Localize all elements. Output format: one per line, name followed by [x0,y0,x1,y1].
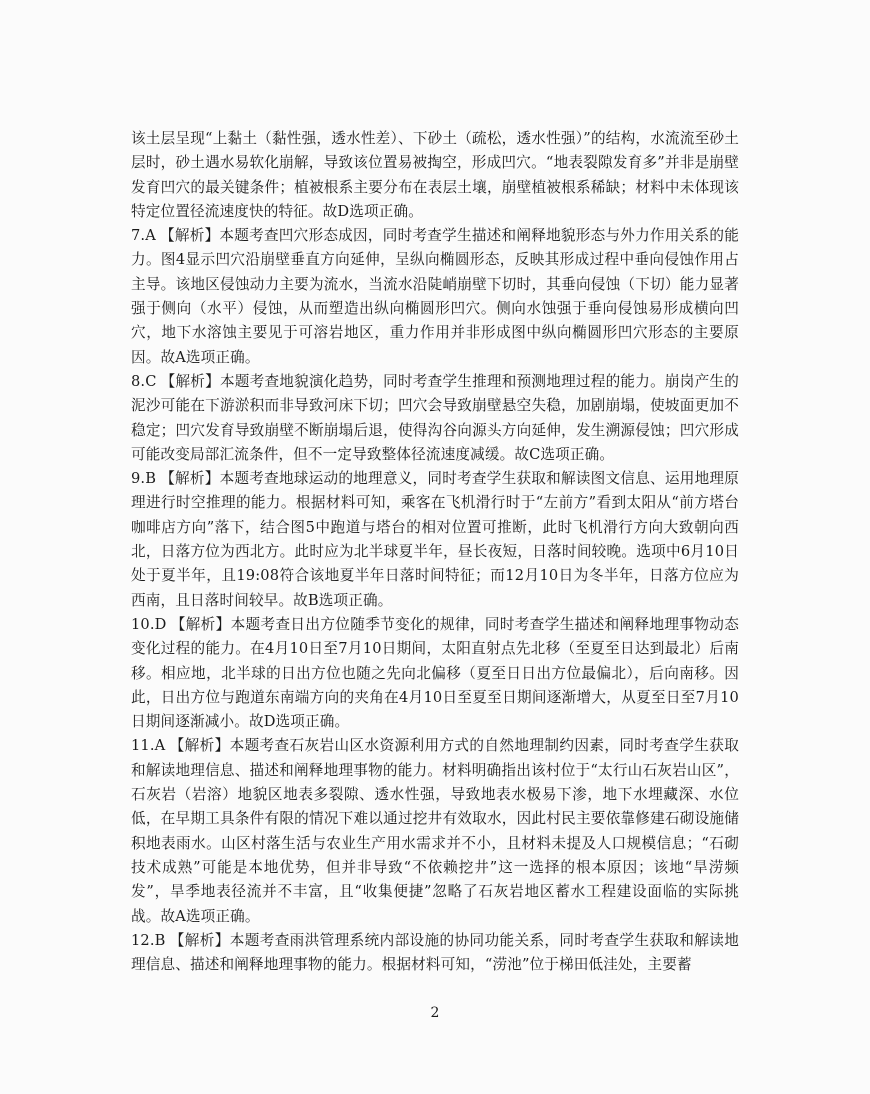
answer-number: 11.A [131,737,166,755]
answer-paragraph-7 [131,224,739,370]
answer-paragraph-11 [131,734,739,928]
answer-paragraph-10 [131,613,739,734]
answer-text: 本题考查日出方位随季节变化的规律，同时考查学生描述和阐释地理事物动态变化过程的能力。在4月10日至7月10日期间，太阳直射点先北移（至夏至日达到最北）后南移。相应地，北半球的日出方位也随之先向北偏移（夏至日日出方位最偏北），后向南移。因此，日出方位与跑道东南端方向的夹角在4月10日至夏至日期间逐渐增大，从夏至日至7月10日期间逐渐减小。故D选项正确。 [131,615,739,731]
analysis-tag: 【解析】 [169,737,230,755]
answer-paragraph-8 [131,370,739,467]
answer-paragraph-12 [131,929,739,978]
continuation-paragraph: 该土层呈现“上黏土（黏性强，透水性差）、下砂土（疏松，透水性强）”的结构，水流流至砂土层时，砂土遇水易软化崩解，导致该位置易被掏空，形成凹穴。“地表裂隙发育多”并非是崩壁发育凹穴的最关键条件；植被根系主要分布在表层土壤，崩壁植被根系稀缺；材料中未体现该特定位置径流速度快的特征。故D选项正确。 [131,130,739,220]
answer-text: 本题考查地貌演化趋势，同时考查学生推理和预测地理过程的能力。崩岗产生的泥沙可能在下游淤积而非导致河床下切；凹穴会导致崩壁悬空失稳，加剧崩塌，使坡面更加不稳定；凹穴发育导致崩壁不断崩塌后退，使得沟谷向源头方向延伸，发生溯源侵蚀；凹穴形成可能改变局部汇流条件，但不一定导致整体径流速度减缓。故C选项正确。 [131,372,739,463]
analysis-tag: 【解析】 [169,931,230,949]
answer-text: 本题考查雨洪管理系统内部设施的协同功能关系，同时考查学生获取和解读地理信息、描述和阐释地理事物的能力。根据材料可知，“涝池”位于梯田低洼处，主要蓄 [131,931,739,974]
page-number: 2 [430,1005,440,1021]
answer-number: 12.B [131,931,166,949]
analysis-tag: 【解析】 [160,470,220,488]
answer-text: 本题考查石灰岩山区水资源利用方式的自然地理制约因素，同时考查学生获取和解读地理信息、描述和阐释地理事物的能力。材料明确指出该村位于“太行山石灰岩山区”，石灰岩（岩溶）地貌区地表多裂隙、透水性强，导致地表水极易下渗，地下水埋藏深、水位低，在早期工具条件有限的情况下难以通过挖井有效取水，因此村民主要依靠修建石砌设施储积地表雨水。山区村落生活与农业生产用水需求并不小，且材料未提及人口规模信息；“石砌技术成熟”可能是本地优势，但并非导致“不依赖挖井”这一选择的根本原因；该地“旱涝频发”，旱季地表径流并不丰富，且“收集便捷”忽略了石灰岩地区蓄水工程建设面临的实际挑战。故A选项正确。 [131,737,739,925]
analysis-tag: 【解析】 [159,227,220,245]
answer-text: 本题考查地球运动的地理意义，同时考查学生获取和解读图文信息、运用地理原理进行时空推理的能力。根据材料可知，乘客在飞机滑行时于“左前方”看到太阳从“前方塔台咖啡店方向”落下，结合图5中跑道与塔台的相对位置可推断，此时飞机滑行方向大致朝向西北，日落方位为西北方。此时应为北半球夏半年，昼长夜短，日落时间较晚。选项中6月10日处于夏半年，且19:08符合该地夏半年日落时间特征；而12月10日为冬半年，日落方位应为西南，且日落时间较早。故B选项正确。 [131,470,739,609]
answer-number: 10.D [131,615,167,633]
analysis-tag: 【解析】 [160,372,220,390]
document-body [131,127,739,977]
answer-number: 8.C [131,372,157,390]
answer-number: 7.A [131,227,156,245]
answer-paragraph-9 [131,467,739,613]
analysis-tag: 【解析】 [170,615,231,633]
answer-text: 本题考查凹穴形态成因，同时考查学生描述和阐释地貌形态与外力作用关系的能力。图4显示凹穴沿崩壁垂直方向延伸，呈纵向椭圆形态，反映其形成过程中垂向侵蚀作用占主导。该地区侵蚀动力主要为流水，当流水沿陡峭崩壁下切时，其垂向侵蚀（下切）能力显著强于侧向（水平）侵蚀，从而塑造出纵向椭圆形凹穴。侧向水蚀强于垂向侵蚀易形成横向凹穴，地下水溶蚀主要见于可溶岩地区，重力作用并非形成图中纵向椭圆形凹穴形态的主要原因。故A选项正确。 [131,227,739,366]
answer-number: 9.B [131,470,157,488]
